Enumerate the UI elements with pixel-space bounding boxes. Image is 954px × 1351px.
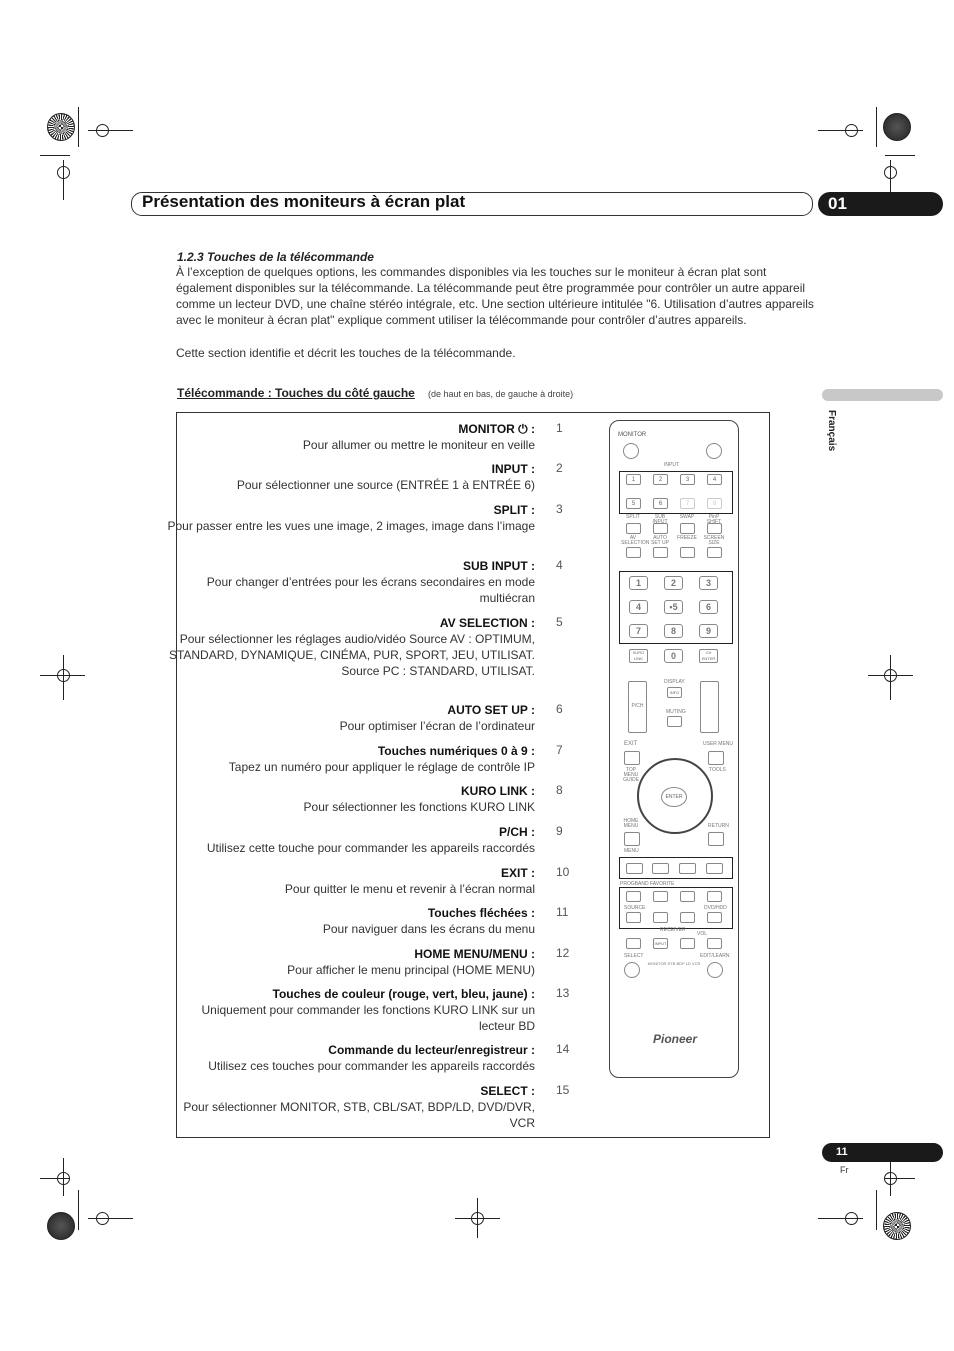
return-button bbox=[708, 832, 724, 846]
entry-description: Pour quitter le menu et revenir à l’écran normal bbox=[284, 882, 535, 896]
remote-label: AUTO SET UP bbox=[651, 535, 669, 546]
remote-label: PROGBAND FAVORITE bbox=[620, 881, 675, 887]
remote-label: HOME MENU bbox=[623, 818, 639, 829]
remote-label: FREEZE bbox=[677, 535, 697, 541]
remote-label: SELECT bbox=[624, 953, 644, 959]
button-entry bbox=[165, 1042, 535, 1074]
remote-label: SOURCE bbox=[624, 905, 646, 911]
entry-title: Touches numériques 0 à 9 : bbox=[377, 744, 535, 758]
volume-rocker bbox=[700, 681, 719, 733]
entry-description: Pour sélectionner les réglages audio/vidéo Source AV : OPTIMUM, STANDARD, DYNAMIQUE, CINÉMA, PUR, SPORT, JEU, UTILISAT. Source PC : STANDARD, UTILISAT. bbox=[168, 632, 535, 678]
edit-learn-button bbox=[707, 962, 723, 978]
power-icon bbox=[623, 443, 639, 459]
entry-number: 9 bbox=[556, 824, 563, 838]
player-button bbox=[707, 912, 722, 923]
button-entry bbox=[165, 615, 535, 679]
section-paragraph: Cette section identifie et décrit les touches de la télécommande. bbox=[176, 346, 516, 360]
input-button: 2 bbox=[653, 474, 668, 485]
button-entry bbox=[165, 502, 535, 534]
button-entry bbox=[165, 1083, 535, 1131]
crop-line bbox=[78, 107, 79, 147]
entry-title: Commande du lecteur/enregistreur : bbox=[328, 1043, 535, 1057]
button-entry bbox=[165, 743, 535, 775]
crop-line bbox=[78, 1190, 79, 1230]
target-mark bbox=[884, 669, 897, 682]
remote-label: AV SELECTION bbox=[621, 535, 650, 546]
button-entry bbox=[165, 421, 535, 453]
input-button: 4 bbox=[707, 474, 722, 485]
crop-line bbox=[876, 1190, 877, 1230]
color-yellow-button bbox=[706, 863, 723, 874]
player-button bbox=[707, 891, 722, 902]
entry-title: P/CH : bbox=[499, 825, 535, 839]
remote-label: MENU bbox=[624, 848, 639, 854]
function-button bbox=[653, 523, 668, 534]
entry-title: EXIT : bbox=[500, 866, 535, 880]
digit-button: 4 bbox=[629, 600, 648, 614]
target-mark bbox=[96, 1212, 109, 1225]
entry-title: Touches de couleur (rouge, vert, bleu, jaune) : bbox=[272, 987, 535, 1001]
entry-number: 7 bbox=[556, 743, 563, 757]
entry-number: 12 bbox=[556, 946, 570, 960]
remote-label: PinP SHIFT bbox=[706, 514, 722, 525]
entry-number: 5 bbox=[556, 615, 563, 629]
remote-label: P/CH bbox=[631, 703, 644, 709]
light-icon bbox=[706, 443, 722, 459]
page-language: Fr bbox=[840, 1165, 849, 1175]
digit-button: 8 bbox=[664, 624, 683, 638]
player-button bbox=[680, 891, 695, 902]
remote-label: EXIT bbox=[624, 741, 638, 747]
digit-button: •5 bbox=[664, 600, 683, 614]
entry-description: Pour sélectionner MONITOR, STB, CBL/SAT, BDP/LD, DVD/DVR, VCR bbox=[183, 1100, 535, 1130]
remote-label: MUTING bbox=[666, 709, 686, 715]
entry-number: 4 bbox=[556, 558, 563, 572]
table-subheading: (de haut en bas, de gauche à droite) bbox=[428, 389, 574, 399]
entry-description: Utilisez ces touches pour commander les appareils raccordés bbox=[208, 1059, 535, 1073]
input-button: 1 bbox=[626, 474, 641, 485]
player-button bbox=[626, 912, 641, 923]
volume-up-button bbox=[707, 938, 722, 949]
target-mark bbox=[96, 124, 109, 137]
function-button bbox=[626, 547, 641, 558]
entry-number: 8 bbox=[556, 783, 563, 797]
entry-description: Utilisez cette touche pour commander les appareils raccordés bbox=[206, 841, 535, 855]
player-button bbox=[653, 912, 668, 923]
entry-description: Tapez un numéro pour appliquer le réglage de contrôle IP bbox=[228, 760, 535, 774]
function-button bbox=[680, 547, 695, 558]
entry-number: 3 bbox=[556, 502, 563, 516]
remote-label: USER MENU bbox=[703, 741, 734, 747]
receiver-input-button: INPUT bbox=[653, 938, 668, 949]
remote-label: SWAP bbox=[679, 514, 695, 520]
target-mark bbox=[845, 1212, 858, 1225]
player-button bbox=[653, 891, 668, 902]
entry-title: HOME MENU/MENU : bbox=[414, 947, 535, 961]
target-mark bbox=[884, 1172, 897, 1185]
volume-down-button bbox=[680, 938, 695, 949]
button-entry bbox=[165, 783, 535, 815]
user-menu-button bbox=[708, 751, 724, 765]
input-button: 5 bbox=[626, 498, 641, 509]
target-mark bbox=[884, 166, 897, 179]
remote-label: MONITOR bbox=[618, 432, 647, 438]
muting-button bbox=[667, 716, 682, 727]
input-button: 8 bbox=[707, 498, 722, 509]
target-mark bbox=[57, 669, 70, 682]
button-entry bbox=[165, 986, 535, 1034]
function-button bbox=[653, 547, 668, 558]
crop-line bbox=[885, 155, 915, 156]
registration-mark bbox=[47, 113, 75, 141]
button-entry bbox=[165, 865, 535, 897]
entry-title: INPUT : bbox=[491, 462, 535, 476]
remote-label: RECEIVER bbox=[660, 927, 686, 933]
digit-button: 3 bbox=[699, 576, 718, 590]
info-button: INFO bbox=[667, 687, 682, 698]
crop-line bbox=[88, 130, 133, 131]
entry-description: Pour changer d’entrées pour les écrans secondaires en mode multiécran bbox=[206, 575, 535, 605]
entry-description: Pour sélectionner les fonctions KURO LINK bbox=[303, 800, 535, 814]
remote-label: RETURN bbox=[708, 823, 729, 829]
entry-title: MONITOR ⏻ : bbox=[458, 422, 535, 436]
registration-mark bbox=[883, 1212, 911, 1240]
page-number: 11 bbox=[822, 1143, 943, 1162]
language-tab bbox=[822, 389, 943, 401]
digit-button: 1 bbox=[629, 576, 648, 590]
button-entry bbox=[165, 905, 535, 937]
entry-title: AV SELECTION : bbox=[439, 616, 535, 630]
target-mark bbox=[57, 166, 70, 179]
remote-label: DVD/HDD bbox=[704, 905, 727, 911]
color-green-button bbox=[652, 863, 669, 874]
entry-title: Touches fléchées : bbox=[427, 906, 535, 920]
entry-number: 6 bbox=[556, 702, 563, 716]
exit-button bbox=[624, 751, 640, 765]
entry-title: SELECT : bbox=[480, 1084, 535, 1098]
input-button: 6 bbox=[653, 498, 668, 509]
entry-description: Uniquement pour commander les fonctions KURO LINK sur un lecteur BD bbox=[201, 1003, 535, 1033]
entry-number: 11 bbox=[556, 905, 569, 919]
entry-description: Pour afficher le menu principal (HOME MENU) bbox=[287, 963, 535, 977]
digit-button: 2 bbox=[664, 576, 683, 590]
digit-button: 6 bbox=[699, 600, 718, 614]
button-entry bbox=[165, 702, 535, 734]
table-heading: Télécommande : Touches du côté gauche bbox=[177, 386, 415, 400]
home-menu-button bbox=[624, 832, 640, 846]
function-button bbox=[626, 523, 641, 534]
digit-0-button: 0 bbox=[664, 649, 683, 663]
remote-label: TOOLS bbox=[709, 767, 726, 773]
target-mark bbox=[845, 124, 858, 137]
remote-label: DISPLAY bbox=[664, 679, 685, 685]
remote-label: VOL bbox=[697, 931, 708, 937]
entry-number: 14 bbox=[556, 1042, 570, 1056]
entry-number: 13 bbox=[556, 986, 570, 1000]
select-button bbox=[624, 962, 640, 978]
input-button: 3 bbox=[680, 474, 695, 485]
button-entry bbox=[165, 946, 535, 978]
entry-number: 1 bbox=[556, 421, 563, 435]
function-button bbox=[707, 547, 722, 558]
entry-title: AUTO SET UP : bbox=[447, 703, 535, 717]
color-red-button bbox=[626, 863, 643, 874]
entry-number: 10 bbox=[556, 865, 570, 879]
button-entry bbox=[165, 461, 535, 493]
ch-enter-button: CH ENTER bbox=[699, 649, 718, 663]
brand-logo: Pioneer bbox=[652, 1032, 697, 1046]
remote-label: TOP MENU GUIDE bbox=[623, 767, 639, 783]
target-mark bbox=[57, 1172, 70, 1185]
entry-description: Pour passer entre les vues une image, 2 images, image dans l’image bbox=[167, 519, 535, 533]
remote-label: SCREEN SIZE bbox=[703, 535, 725, 546]
entry-number: 2 bbox=[556, 461, 563, 475]
button-entry bbox=[165, 558, 535, 606]
color-blue-button bbox=[679, 863, 696, 874]
target-mark bbox=[471, 1212, 484, 1225]
entry-title: SPLIT : bbox=[493, 503, 535, 517]
remote-illustration bbox=[609, 420, 739, 1078]
chapter-number: 01 bbox=[818, 192, 943, 216]
registration-mark bbox=[883, 113, 911, 141]
entry-description: Pour naviguer dans les écrans du menu bbox=[322, 922, 535, 936]
enter-button: ENTER bbox=[661, 787, 687, 807]
function-button bbox=[707, 523, 722, 534]
entry-title: KURO LINK : bbox=[461, 784, 535, 798]
function-button bbox=[680, 523, 695, 534]
section-heading: 1.2.3 Touches de la télécommande bbox=[177, 250, 374, 264]
entry-description: Pour optimiser l’écran de l’ordinateur bbox=[339, 719, 535, 733]
section-paragraph: À l’exception de quelques options, les commandes disponibles via les touches sur le moniteur à écran plat sont également disponibles sur la télécommande. La télécommande peut être programmée pour contrôler un autre appareil comme un lecteur DVD, une chaîne stéréo intégrale, etc. Une section ultérieure intitulée "6. Utilisation d’autres appareils avec le moniteur à écran plat" explique comment utiliser la télécommande pour contrôler d’autres appareils. bbox=[176, 265, 814, 327]
input-button: 7 bbox=[680, 498, 695, 509]
remote-label: SUB INPUT bbox=[652, 514, 668, 525]
button-entry bbox=[165, 824, 535, 856]
kuro-link-button: KURO LINK bbox=[629, 649, 648, 663]
digit-button: 7 bbox=[629, 624, 648, 638]
registration-mark bbox=[47, 1212, 75, 1240]
player-button bbox=[626, 891, 641, 902]
page-title: Présentation des moniteurs à écran plat bbox=[142, 192, 466, 211]
receiver-power-button bbox=[626, 938, 641, 949]
remote-label: INPUT bbox=[664, 462, 679, 468]
entry-description: Pour allumer ou mettre le moniteur en veille bbox=[302, 438, 535, 452]
crop-line bbox=[876, 107, 877, 147]
entry-description: Pour sélectionner une source (ENTRÉE 1 à ENTRÉE 6) bbox=[236, 478, 535, 492]
entry-title: SUB INPUT : bbox=[463, 559, 535, 573]
player-button bbox=[680, 912, 695, 923]
remote-label: SPLIT bbox=[626, 514, 640, 520]
remote-label: MONITOR STB BDP LD VCR bbox=[647, 961, 701, 966]
crop-line bbox=[40, 155, 70, 156]
entry-number: 15 bbox=[556, 1083, 570, 1097]
digit-button: 9 bbox=[699, 624, 718, 638]
crop-line bbox=[88, 1218, 133, 1219]
language-label: Français bbox=[826, 410, 837, 452]
remote-label: EDIT/LEARN bbox=[700, 953, 730, 959]
